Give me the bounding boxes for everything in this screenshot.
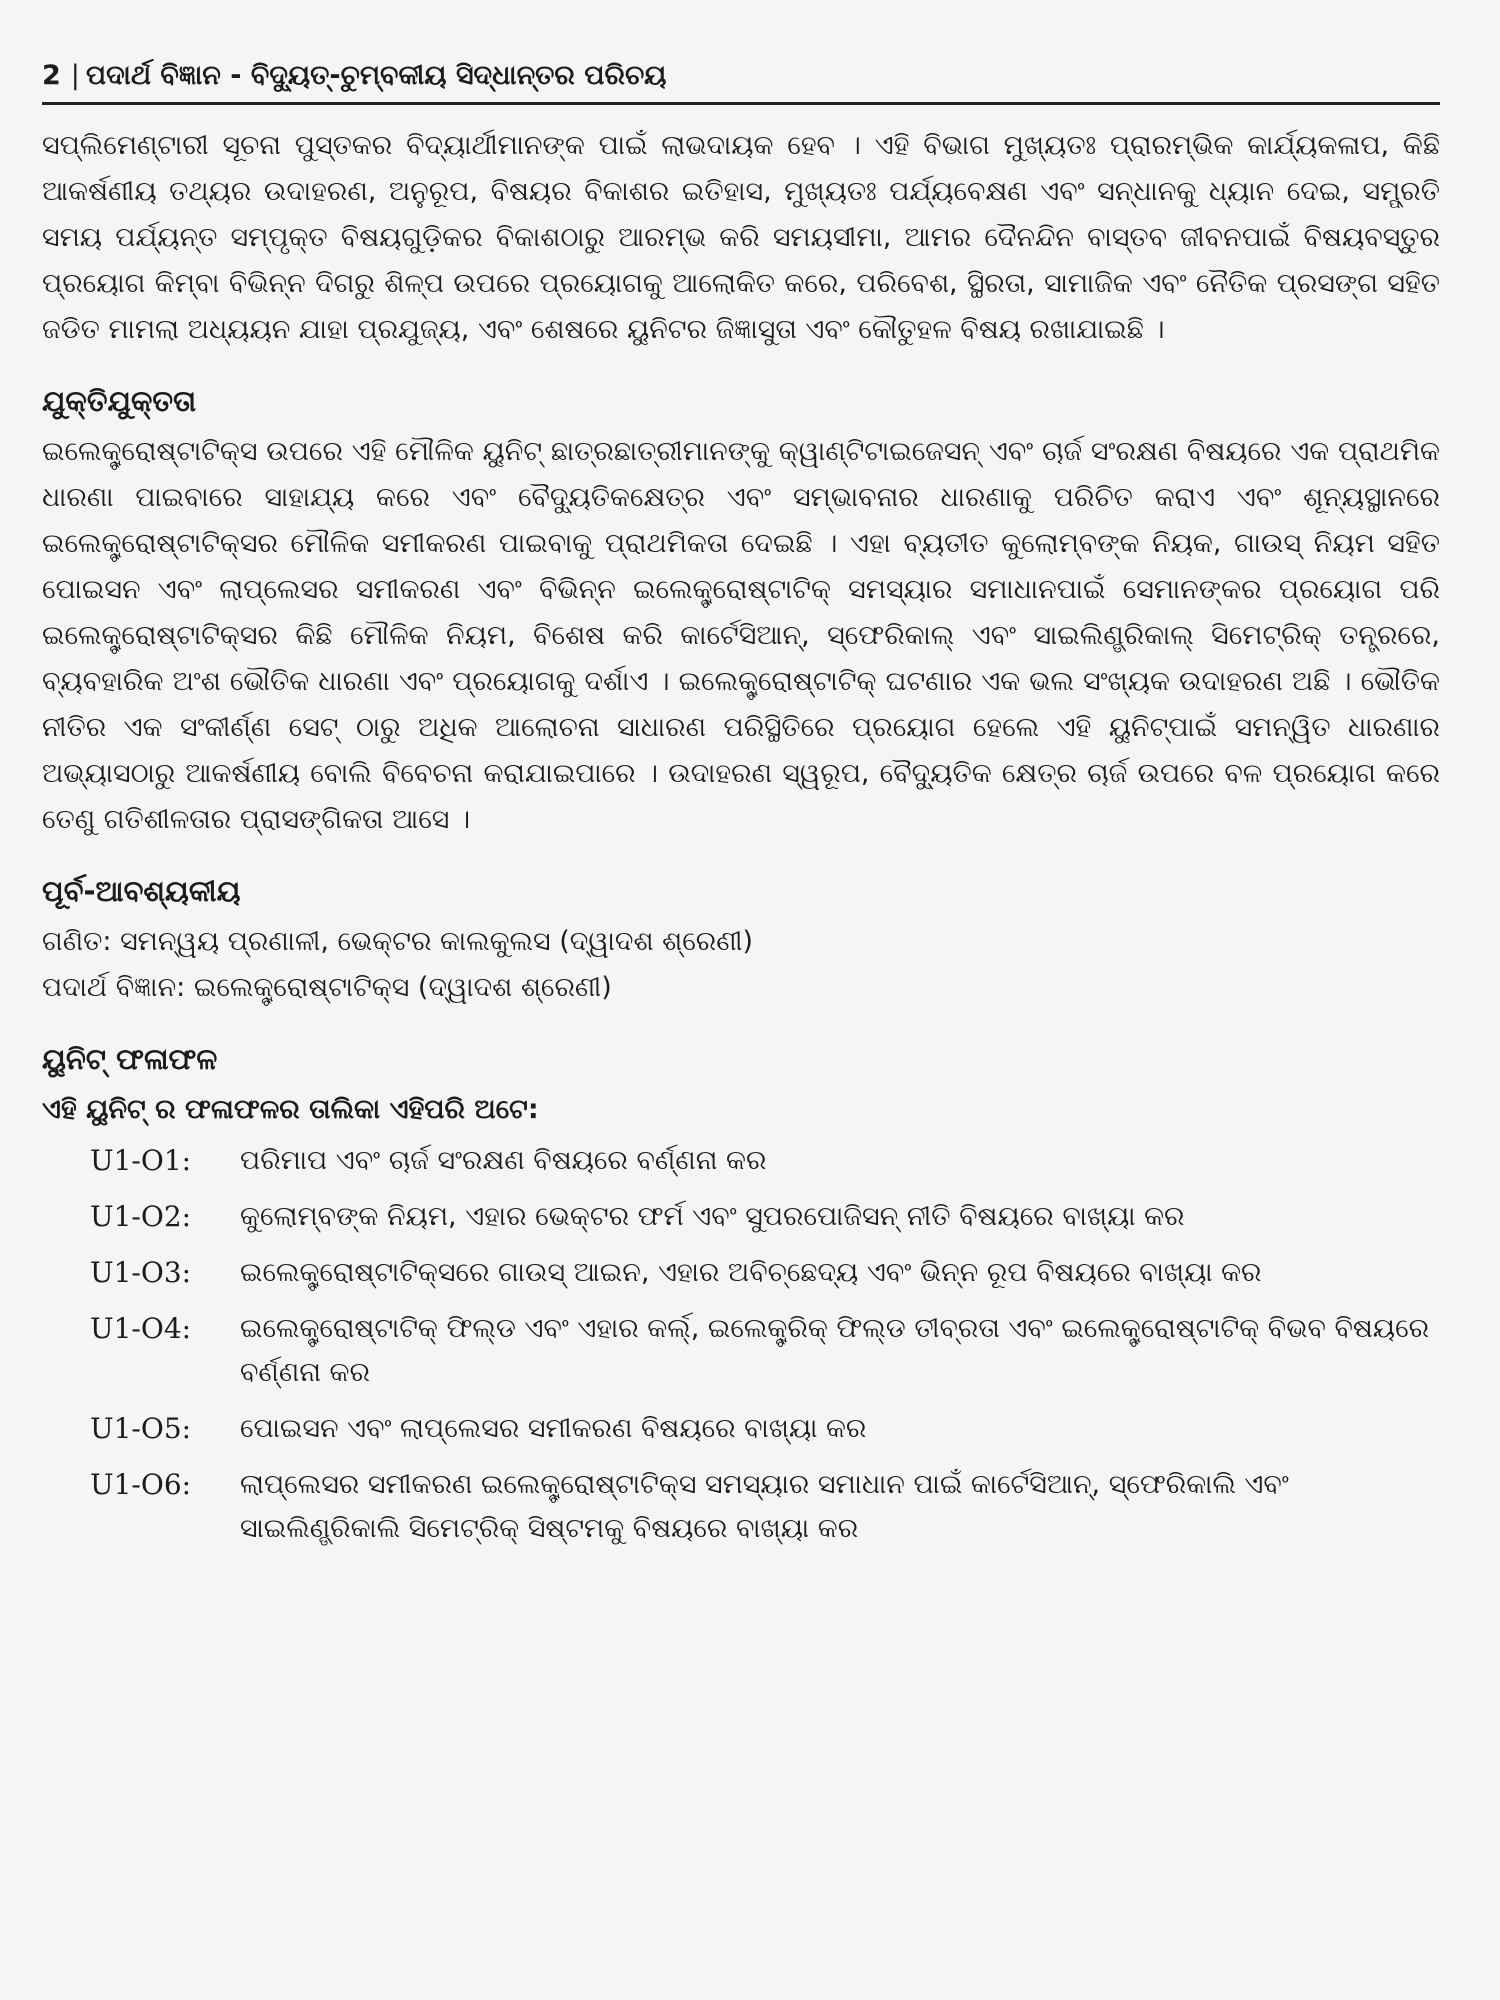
outcome-item <box>90 1251 1440 1295</box>
prerequisite-item: ପଦାର୍ଥ ବିଜ୍ଞାନ: ଇଲେକ୍ଟ୍ରୋଷ୍ଟାଟିକ୍ସ (ଦ୍ୱାଦଶ ଶ୍ରେଣୀ) <box>42 972 612 1003</box>
outcome-item <box>90 1139 1440 1183</box>
prerequisite-item: ଗଣିତ: ସମନ୍ୱୟ ପ୍ରଣାଳୀ, ଭେକ୍ଟର କାଲକୁଲସ (ଦ୍ୱାଦଶ ଶ୍ରେଣୀ) <box>42 926 754 957</box>
outcome-code: U1-O4: <box>90 1312 192 1345</box>
outcome-item <box>90 1307 1440 1395</box>
outcomes-intro: ଏହି ୟୁନିଟ୍ ର ଫଳାଫଳର ତାଲିକା ଏହିପରି ଅଟେ: <box>42 1094 539 1125</box>
outcome-text: କୁଲୋମ୍ବଙ୍କ ନିୟମ, ଏହାର ଭେକ୍ଟର ଫର୍ମ ଏବଂ ସୁପରପୋଜିସନ୍ ନୀତି ବିଷୟରେ ବାଖ୍ୟା କର <box>240 1201 1185 1232</box>
rationale-paragraph: ଇଲେକ୍ଟ୍ରୋଷ୍ଟାଟିକ୍ସ ଉପରେ ଏହି ମୌଳିକ ୟୁନିଟ୍ ଛାତ୍ରଛାତ୍ରୀମାନଙ୍କୁ କ୍ୱାଣ୍ଟିଟାଇଜେସନ୍ ଏବଂ ଚାର୍ଜ ସଂରକ୍ଷଣ ବିଷୟରେ ଏକ ପ୍ରାଥମିକ ଧାରଣା ପାଇବାରେ ସାହାଯ୍ୟ କରେ ଏବଂ ବୈଦ୍ୟୁତିକକ୍ଷେତ୍ର ଏବଂ ସମ୍ଭାବନାର ଧାରଣାକୁ ପରିଚିତ କରାଏ ଏବଂ ଶୂନ୍ୟସ୍ଥାନରେ ଇଲେକ୍ଟ୍ରୋଷ୍ଟାଟିକ୍ସର ମୌଳିକ ସମୀକରଣ ପାଇବାକୁ ପ୍ରାଥମିକତା ଦେଇଛି । ଏହା ବ୍ୟତୀତ କୁଲୋମ୍ବଙ୍କ ନିୟକ, ଗାଉସ୍ ନିୟମ ସହିତ ପୋଇସନ ଏବଂ ଲାପ୍ଲେସର ସମୀକରଣ ଏବଂ ବିଭିନ୍ନ ଇଲେକ୍ଟ୍ରୋଷ୍ଟାଟିକ୍ ସମସ୍ୟାର ସମାଧାନପାଇଁ ସେମାନଙ୍କର ପ୍ରୟୋଗ ପରି ଇଲେକ୍ଟ୍ରୋଷ୍ଟାଟିକ୍ସର କିଛି ମୌଳିକ ନିୟମ, ବିଶେଷ କରି କାର୍ଟେସିଆନ୍, ସ୍ଫେରିକାଲ୍ ଏବଂ ସାଇଲିଣ୍ଡ୍ରିକାଲ୍ ସିମେଟ୍ରିକ୍ ତନ୍ତ୍ରରେ, ବ୍ୟବହାରିକ ଅଂଶ ଭୌତିକ ଧାରଣା ଏବଂ ପ୍ରୟୋଗକୁ ଦର୍ଶାଏ । ଇଲେକ୍ଟ୍ରୋଷ୍ଟାଟିକ୍ ଘଟଣାର ଏକ ଭଲ ସଂଖ୍ୟକ ଉଦାହରଣ ଅଛି । ଭୌତିକ ନୀତିର ଏକ ସଂକୀର୍ଣ୍ଣ ସେଟ୍ ଠାରୁ ଅଧିକ ଆଲୋଚନା ସାଧାରଣ ପରିସ୍ଥିତିରେ ପ୍ରୟୋଗ ହେଲେ ଏହି ୟୁନିଟ୍‌ପାଇଁ ସମନ୍ୱିତ ଧାରଣାର ଅଭ୍ୟାସଠାରୁ ଆକର୍ଷଣୀୟ ବୋଲି ବିବେଚନା କରାଯାଇପାରେ । ଉଦାହରଣ ସ୍ୱରୂପ, ବୈଦ୍ୟୁତିକ କ୍ଷେତ୍ର ଚାର୍ଜ ଉପରେ ବଳ ପ୍ରୟୋଗ କରେ ତେଣୁ ଗତିଶୀଳତାର ପ୍ରାସଙ୍ଗିକତା ଆସେ । <box>42 436 1440 835</box>
outcomes-list <box>90 1139 1440 1551</box>
outcome-text: ଇଲେକ୍ଟ୍ରୋଷ୍ଟାଟିକ୍ ଫିଲ୍ଡ ଏବଂ ଏହାର କର୍ଲ୍, ଇଲେକ୍ଟ୍ରିକ୍ ଫିଲ୍ଡ ତୀବ୍ରତା ଏବଂ ଇଲେକ୍ଟ୍ରୋଷ୍ଟାଟିକ୍ ବିଭବ ବିଷୟରେ ବର୍ଣ୍ଣନା କର <box>240 1313 1430 1388</box>
outcome-item <box>90 1195 1440 1239</box>
page-number: 2 <box>42 60 61 91</box>
outcome-text: ପୋଇସନ ଏବଂ ଲାପ୍ଲେସର ସମୀକରଣ ବିଷୟରେ ବାଖ୍ୟା କର <box>240 1413 867 1444</box>
outcome-text: ପରିମାପ ଏବଂ ଚାର୍ଜ ସଂରକ୍ଷଣ ବିଷୟରେ ବର୍ଣ୍ଣନା କର <box>240 1145 767 1176</box>
outcome-item <box>90 1407 1440 1451</box>
header-title: ପଦାର୍ଥ ବିଜ୍ଞାନ - ବିଦ୍ୟୁତ୍-ଚୁମ୍ବକୀୟ ସିଦ୍ଧାନ୍ତର ପରିଚୟ <box>85 60 667 91</box>
outcome-text: ଲାପ୍ଲେସର ସମୀକରଣ ଇଲେକ୍ଟ୍ରୋଷ୍ଟାଟିକ୍ସ ସମସ୍ୟାର ସମାଧାନ ପାଇଁ କାର୍ଟେସିଆନ୍, ସ୍ଫେରିକାଲି ଏବଂ ସାଇଲିଣ୍ଡ୍ରିକାଲି ସିମେଟ୍ରିକ୍ ସିଷ୍ଟମକୁ ବିଷୟରେ ବାଖ୍ୟା କର <box>240 1469 1289 1544</box>
outcome-code: U1-O1: <box>90 1144 192 1177</box>
outcome-code: U1-O5: <box>90 1412 192 1445</box>
outcomes-heading: ୟୁନିଟ୍ ଫଳାଫଳ <box>42 1042 218 1076</box>
prerequisites-heading: ପୂର୍ବ-ଆବଶ୍ୟକୀୟ <box>42 874 241 908</box>
outcome-code: U1-O3: <box>90 1256 192 1289</box>
outcome-item <box>90 1463 1440 1551</box>
outcome-code: U1-O6: <box>90 1468 192 1501</box>
intro-paragraph: ସପ୍ଲିମେଣ୍ଟାରୀ ସୂଚନା ପୁସ୍ତକର ବିଦ୍ୟାର୍ଥୀମାନଙ୍କ ପାଇଁ ଲାଭଦାୟକ ହେବ । ଏହି ବିଭାଗ ମୁଖ୍ୟତଃ ପ୍ରାରମ୍ଭିକ କାର୍ଯ୍ୟକଳାପ, କିଛି ଆକର୍ଷଣୀୟ ତଥ୍ୟର ଉଦାହରଣ, ଅନୁରୂପ, ବିଷୟର ବିକାଶର ଇତିହାସ, ମୁଖ୍ୟତଃ ପର୍ଯ୍ୟବେକ୍ଷଣ ଏବଂ ସନ୍ଧାନକୁ ଧ୍ୟାନ ଦେଇ, ସମ୍ପ୍ରତି ସମୟ ପର୍ଯ୍ୟନ୍ତ ସମ୍ପୃକ୍ତ ବିଷୟଗୁଡ଼ିକର ବିକାଶଠାରୁ ଆରମ୍ଭ କରି ସମୟସୀମା, ଆମର ଦୈନନ୍ଦିନ ବାସ୍ତବ ଜୀବନପାଇଁ ବିଷୟବସ୍ତୁର ପ୍ରୟୋଗ କିମ୍ବା ବିଭିନ୍ନ ଦିଗରୁ ଶିଳ୍ପ ଉପରେ ପ୍ରୟୋଗକୁ ଆଲୋକିତ କରେ, ପରିବେଶ, ସ୍ଥିରତା, ସାମାଜିକ ଏବଂ ନୈତିକ ପ୍ରସଙ୍ଗ ସହିତ ଜଡିତ ମାମଲା ଅଧ୍ୟୟନ ଯାହା ପ୍ରଯୁଜ୍ୟ, ଏବଂ ଶେଷରେ ୟୁନିଟର ଜିଜ୍ଞାସୁତା ଏବଂ କୌତୁହଳ ବିଷୟ ରଖାଯାଇଛି । <box>42 130 1440 345</box>
outcome-code: U1-O2: <box>90 1200 192 1233</box>
header-separator: | <box>70 60 80 91</box>
rationale-heading: ଯୁକ୍ତିଯୁକ୍ତତା <box>42 384 197 418</box>
running-header <box>42 60 1440 105</box>
outcome-text: ଇଲେକ୍ଟ୍ରୋଷ୍ଟାଟିକ୍ସରେ ଗାଉସ୍ ଆଇନ, ଏହାର ଅବିଚ୍ଛେଦ୍ୟ ଏବଂ ଭିନ୍ନ ରୂପ ବିଷୟରେ ବାଖ୍ୟା କର <box>240 1257 1262 1288</box>
